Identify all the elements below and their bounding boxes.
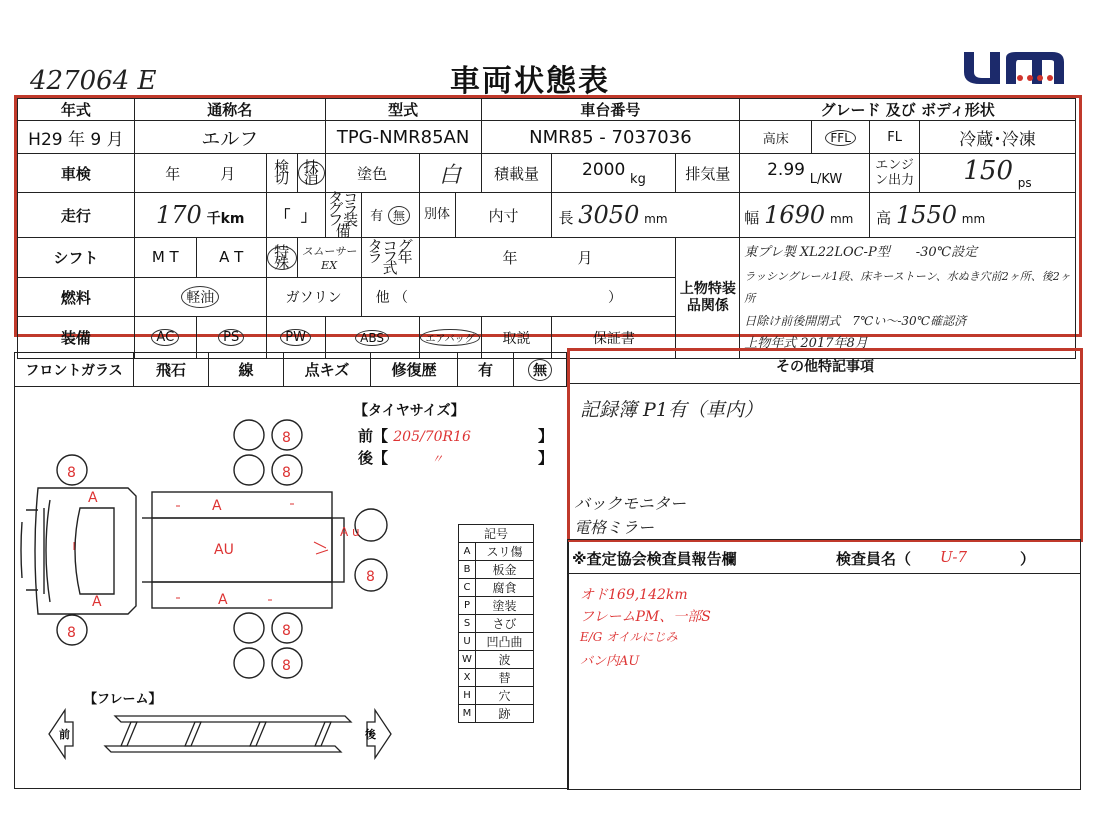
tire-mark-2: 8 — [282, 465, 291, 481]
legend-code-a: A — [459, 543, 476, 561]
year-header: 年式 — [18, 99, 135, 121]
frame-diagram — [45, 702, 395, 767]
shift-special-note: スムーサー EX — [297, 238, 361, 278]
legend-code-h: H — [459, 687, 476, 705]
shift-at: A T — [196, 238, 266, 278]
displacement-value: 2.99 L/KW — [740, 154, 870, 193]
damage-a-3: A — [212, 498, 222, 514]
equip-ps: PS — [196, 317, 266, 359]
page-title: 車両状態表 — [450, 64, 610, 99]
legend-code-b: B — [459, 561, 476, 579]
legend-desc-b: 板金 — [476, 561, 534, 579]
vehicle-name: エルフ — [134, 121, 325, 154]
tire-rear-value: 〃 — [431, 452, 444, 466]
equip-abs: ABS — [325, 317, 419, 359]
engine-label: エンジン出力 — [870, 154, 920, 193]
legend-desc-m: 跡 — [476, 705, 534, 723]
fl-option: FL — [870, 121, 920, 154]
damage-au: AU — [214, 542, 234, 558]
damage-au-rear: A u — [340, 525, 360, 539]
frame-front-label: 前 — [59, 728, 70, 741]
chassis-number: NMR85 - 7037036 — [481, 121, 740, 154]
damage-a-4: A — [218, 592, 228, 608]
legend-code-w: W — [459, 651, 476, 669]
legend-desc-u: 凹凸曲 — [476, 633, 534, 651]
mileage-label: 走行 — [18, 193, 135, 238]
tire-mark-3: 8 — [366, 569, 375, 585]
legend-code-p: P — [459, 597, 476, 615]
year-value: H29 年 9 月 — [18, 121, 135, 154]
paint-label: 塗色 — [325, 154, 419, 193]
tire-size-title: 【タイヤサイズ】 — [354, 403, 465, 419]
legend-desc-s: さび — [476, 615, 534, 633]
mileage-value: 170 千km — [134, 193, 266, 238]
windshield-line: 線 — [209, 353, 284, 387]
model-code: TPG-NMR85AN — [325, 121, 481, 154]
repair-history-label: 修復歴 — [371, 353, 458, 387]
windshield-table — [14, 352, 567, 387]
repair-none: 無 — [514, 353, 567, 387]
chassis-header: 車台番号 — [481, 99, 740, 121]
legend-desc-h: 穴 — [476, 687, 534, 705]
tire-mark-6: 8 — [67, 465, 76, 481]
upper-equip-line-4: 上物年式 2017年8月 — [744, 336, 868, 351]
inspector-close: ） — [1020, 550, 1036, 568]
legend-desc-p: 塗装 — [476, 597, 534, 615]
shift-special: 特殊 — [266, 238, 297, 278]
report-line-3: E/G オイルにじみ — [580, 630, 678, 644]
tacho-options: 有 無 — [361, 193, 419, 238]
legend-code-s: S — [459, 615, 476, 633]
mileage-bracket: 「 」 — [266, 193, 325, 238]
body-type: 冷蔵･冷凍 — [920, 121, 1076, 154]
upper-equip-notes — [740, 238, 1076, 359]
length-value: 長 3050 mm — [552, 193, 740, 238]
other-notes-title: その他特記事項 — [570, 351, 1080, 384]
name-header: 通称名 — [134, 99, 325, 121]
model-header: 型式 — [325, 99, 481, 121]
legend-code-x: X — [459, 669, 476, 687]
tire-mark-1: 8 — [282, 430, 291, 446]
frame-rear-label: 後 — [365, 728, 376, 741]
paint-value: 白 — [419, 154, 481, 193]
load-label: 積載量 — [481, 154, 552, 193]
inspection-label: 車検 — [18, 154, 135, 193]
report-body — [567, 573, 1081, 790]
tire-front-row: 前【 205/70R16 】 — [358, 427, 553, 445]
width-value: 幅 1690 mm — [740, 193, 870, 238]
damage-a-1: A — [88, 490, 98, 506]
truck-diagram — [20, 410, 400, 690]
upper-equip-label: 上物特装品関係 — [676, 238, 740, 359]
equipment-label: 装備 — [18, 317, 135, 359]
tacho-equip-label: タコグラフ装備 — [325, 193, 361, 238]
damage-a-2: A — [92, 594, 102, 610]
other-note-3: 電格ミラー — [574, 518, 655, 537]
inner-dim-label: 内寸 — [455, 193, 552, 238]
upper-equip-line-2: ラッシングレール1段、床キーストーン、水ぬき穴前2ヶ所、後2ヶ所 — [744, 270, 1071, 305]
repair-has: 有 — [458, 353, 514, 387]
upper-equip-line-3: 日除け前後開閉式 7℃い～-30℃確認済 — [744, 314, 967, 328]
equip-airbag: エアバッグ — [419, 317, 481, 359]
tacho-year-label: タコグラフ年式 — [361, 238, 419, 278]
windshield-dot: 点キズ — [284, 353, 371, 387]
frame-label: 【フレーム】 — [84, 692, 162, 707]
inspector-name: U-7 — [940, 548, 967, 566]
fuel-other: 他 （ ） — [361, 278, 676, 317]
legend-code-c: C — [459, 579, 476, 597]
legend-desc-c: 腐食 — [476, 579, 534, 597]
windshield-chip: 飛石 — [134, 353, 209, 387]
windshield-label: フロントガラス — [15, 353, 134, 387]
fuel-gasoline: ガソリン — [266, 278, 361, 317]
tire-rear-row: 後【 〃 】 — [358, 449, 553, 467]
other-note-2: バックモニター — [574, 494, 687, 513]
vehicle-info-table — [17, 98, 1076, 359]
separate-label: 別体 — [419, 193, 455, 238]
kenkiri-label: 検切 — [266, 154, 297, 193]
report-line-2: フレームPM、一部S — [580, 609, 711, 625]
height-value: 高 1550 mm — [870, 193, 1076, 238]
displacement-label: 排気量 — [676, 154, 740, 193]
high-floor-label: 高床 — [740, 121, 812, 154]
tacho-year-value: 年 月 — [419, 238, 676, 278]
tire-mark-4: 8 — [282, 623, 291, 639]
other-note-1: 記録簿 P1有（車内） — [580, 399, 763, 421]
engine-value: 150 $_{ps}$ — [920, 154, 1076, 193]
tokumatsu-option: 抹消 — [297, 154, 325, 193]
report-line-4: バン内AU — [580, 654, 640, 669]
report-title: ※査定協会検査員報告欄 — [572, 550, 737, 568]
grade-header: グレード 及び ボディ形状 — [740, 99, 1076, 121]
other-notes-box — [567, 348, 1083, 542]
load-value: 2000 kg — [552, 154, 676, 193]
legend-desc-x: 替 — [476, 669, 534, 687]
equip-ac: AC — [134, 317, 196, 359]
inspection-date: 年 月 — [134, 154, 266, 193]
handwritten-id: 427064 E — [30, 66, 157, 96]
tire-mark-7: 8 — [67, 625, 76, 641]
shift-mt: M T — [134, 238, 196, 278]
fuel-diesel: 軽油 — [134, 278, 266, 317]
company-logo — [960, 40, 1070, 90]
legend-desc-w: 波 — [476, 651, 534, 669]
inspector-label: 検査員名（ — [836, 550, 912, 568]
tire-front-value: 205/70R16 — [393, 429, 471, 445]
ffl-option: FFL — [812, 121, 870, 154]
report-line-1: オド169,142km — [580, 587, 688, 603]
legend-title: 記号 — [459, 525, 534, 543]
legend-code-u: U — [459, 633, 476, 651]
upper-equip-line-1: 東プレ製 XL22LOC-P型 -30℃設定 — [744, 245, 978, 260]
equip-warranty: 保証書 — [552, 317, 676, 359]
equip-pw: PW — [266, 317, 325, 359]
legend-code-m: M — [459, 705, 476, 723]
tire-mark-5: 8 — [282, 658, 291, 674]
legend-desc-a: スリ傷 — [476, 543, 534, 561]
fuel-label: 燃料 — [18, 278, 135, 317]
symbol-legend — [458, 524, 534, 723]
report-header — [567, 539, 1081, 574]
shift-label: シフト — [18, 238, 135, 278]
equip-manual: 取説 — [481, 317, 552, 359]
